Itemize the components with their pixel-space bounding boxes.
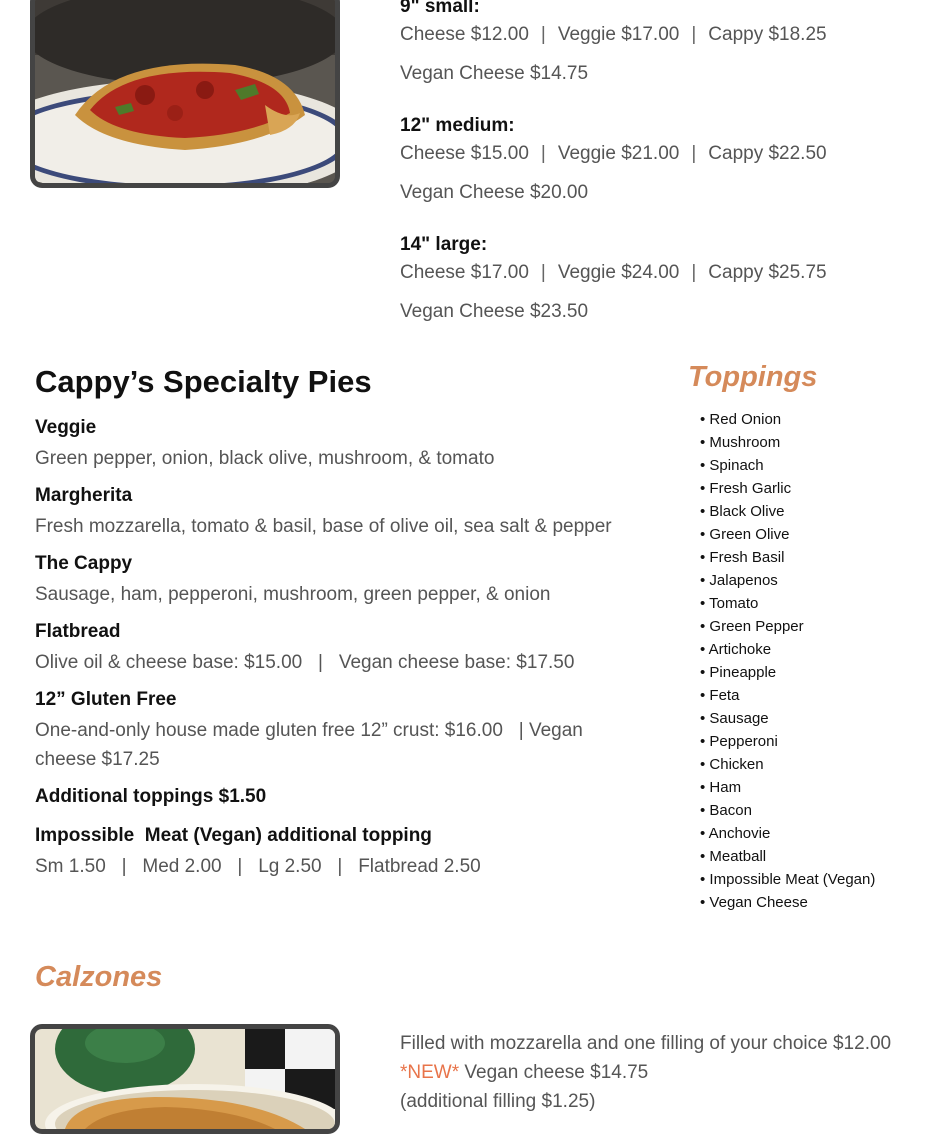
topping-item: • Spinach <box>700 457 764 474</box>
size-medium <box>400 115 827 206</box>
pie-item <box>35 687 635 774</box>
price-vegan: Vegan Cheese $23.50 <box>400 301 589 322</box>
size-title: 14" large: <box>400 234 488 255</box>
price-veggie: Veggie $17.00 <box>557 24 680 45</box>
toppings-list <box>688 408 918 914</box>
topping-item: • Black Olive <box>700 503 785 520</box>
topping-item: • Green Pepper <box>700 618 804 635</box>
price-cappy: Cappy $22.50 <box>708 143 827 164</box>
topping-item: • Green Olive <box>700 526 790 543</box>
price-vegan: Vegan Cheese $20.00 <box>400 182 589 203</box>
size-small <box>400 0 827 87</box>
calzone-image <box>35 1029 335 1129</box>
separator: | <box>540 262 546 283</box>
topping-item: • Meatball <box>700 848 767 865</box>
topping-item: • Feta <box>700 687 740 704</box>
separator: | <box>691 143 697 164</box>
topping-item: • Tomato <box>700 595 759 612</box>
size-title: 12" medium: <box>400 115 515 136</box>
pie-name: The Cappy <box>35 553 133 574</box>
pie-name: Impossible Meat (Vegan) additional topping <box>35 825 432 846</box>
calzone-vegan-price: Vegan cheese $14.75 <box>459 1062 649 1083</box>
topping-item: • Impossible Meat (Vegan) <box>700 871 876 888</box>
topping-item: • Vegan Cheese <box>700 894 808 911</box>
calzones-heading: Calzones <box>35 961 163 993</box>
calzone-vegan-line <box>400 1058 920 1087</box>
pie-item <box>35 551 635 609</box>
toppings-heading: Toppings <box>688 361 818 393</box>
pie-item <box>35 415 635 473</box>
price-vegan: Vegan Cheese $14.75 <box>400 63 589 84</box>
pie-description: Olive oil & cheese base: $15.00 | Vegan cheese base: $17.50 <box>35 652 575 673</box>
pie-description: Sm 1.50 | Med 2.00 | Lg 2.50 | Flatbread 2.50 <box>35 856 481 877</box>
calzone-info <box>400 1029 920 1116</box>
size-prices <box>400 260 827 286</box>
pie-name: Additional toppings $1.50 <box>35 786 267 807</box>
topping-item: • Fresh Basil <box>700 549 785 566</box>
price-veggie: Veggie $24.00 <box>557 262 680 283</box>
pie-item <box>35 483 635 541</box>
size-large <box>400 234 827 325</box>
topping-item: • Bacon <box>700 802 752 819</box>
new-badge: *NEW* <box>400 1062 460 1083</box>
pie-name: Flatbread <box>35 621 121 642</box>
separator: | <box>691 262 697 283</box>
separator: | <box>540 143 546 164</box>
pie-name: Veggie <box>35 417 97 438</box>
topping-item: • Artichoke <box>700 641 772 658</box>
topping-item: • Red Onion <box>700 411 782 428</box>
pie-name: 12” Gluten Free <box>35 689 177 710</box>
deep-dish-pizza-image <box>35 0 335 183</box>
topping-item: • Ham <box>700 779 742 796</box>
separator: | <box>691 24 697 45</box>
calzone-description: Filled with mozzarella and one filling of your choice $12.00 <box>400 1033 892 1054</box>
topping-item: • Jalapenos <box>700 572 778 589</box>
price-cappy: Cappy $25.75 <box>708 262 827 283</box>
pie-description: Green pepper, onion, black olive, mushroom, & tomato <box>35 448 495 469</box>
pie-item <box>35 784 635 810</box>
topping-item: • Pepperoni <box>700 733 778 750</box>
specialty-heading: Cappy’s Specialty Pies <box>35 364 372 399</box>
toppings-section <box>688 358 918 914</box>
price-cheese: Cheese $17.00 <box>400 262 529 283</box>
pie-description: Fresh mozzarella, tomato & basil, base of olive oil, sea salt & pepper <box>35 516 612 537</box>
pie-item <box>35 619 635 677</box>
price-cheese: Cheese $12.00 <box>400 24 529 45</box>
topping-item: • Sausage <box>700 710 769 727</box>
topping-item: • Chicken <box>700 756 764 773</box>
size-prices <box>400 22 827 48</box>
pie-name: Margherita <box>35 485 133 506</box>
topping-item: • Fresh Garlic <box>700 480 792 497</box>
topping-item: • Anchovie <box>700 825 771 842</box>
pie-description: One-and-only house made gluten free 12” crust: $16.00 | Vegan cheese $17.25 <box>35 720 589 770</box>
calzone-additional-filling: (additional filling $1.25) <box>400 1091 596 1112</box>
separator: | <box>540 24 546 45</box>
size-title: 9" small: <box>400 0 480 17</box>
price-veggie: Veggie $21.00 <box>557 143 680 164</box>
specialty-pies-section <box>35 362 635 881</box>
size-prices <box>400 141 827 167</box>
price-cappy: Cappy $18.25 <box>708 24 827 45</box>
topping-item: • Pineapple <box>700 664 777 681</box>
topping-item: • Mushroom <box>700 434 781 451</box>
pizza-photo <box>30 0 340 188</box>
pie-item <box>35 823 635 881</box>
pie-description: Sausage, ham, pepperoni, mushroom, green pepper, & onion <box>35 584 551 605</box>
price-cheese: Cheese $15.00 <box>400 143 529 164</box>
